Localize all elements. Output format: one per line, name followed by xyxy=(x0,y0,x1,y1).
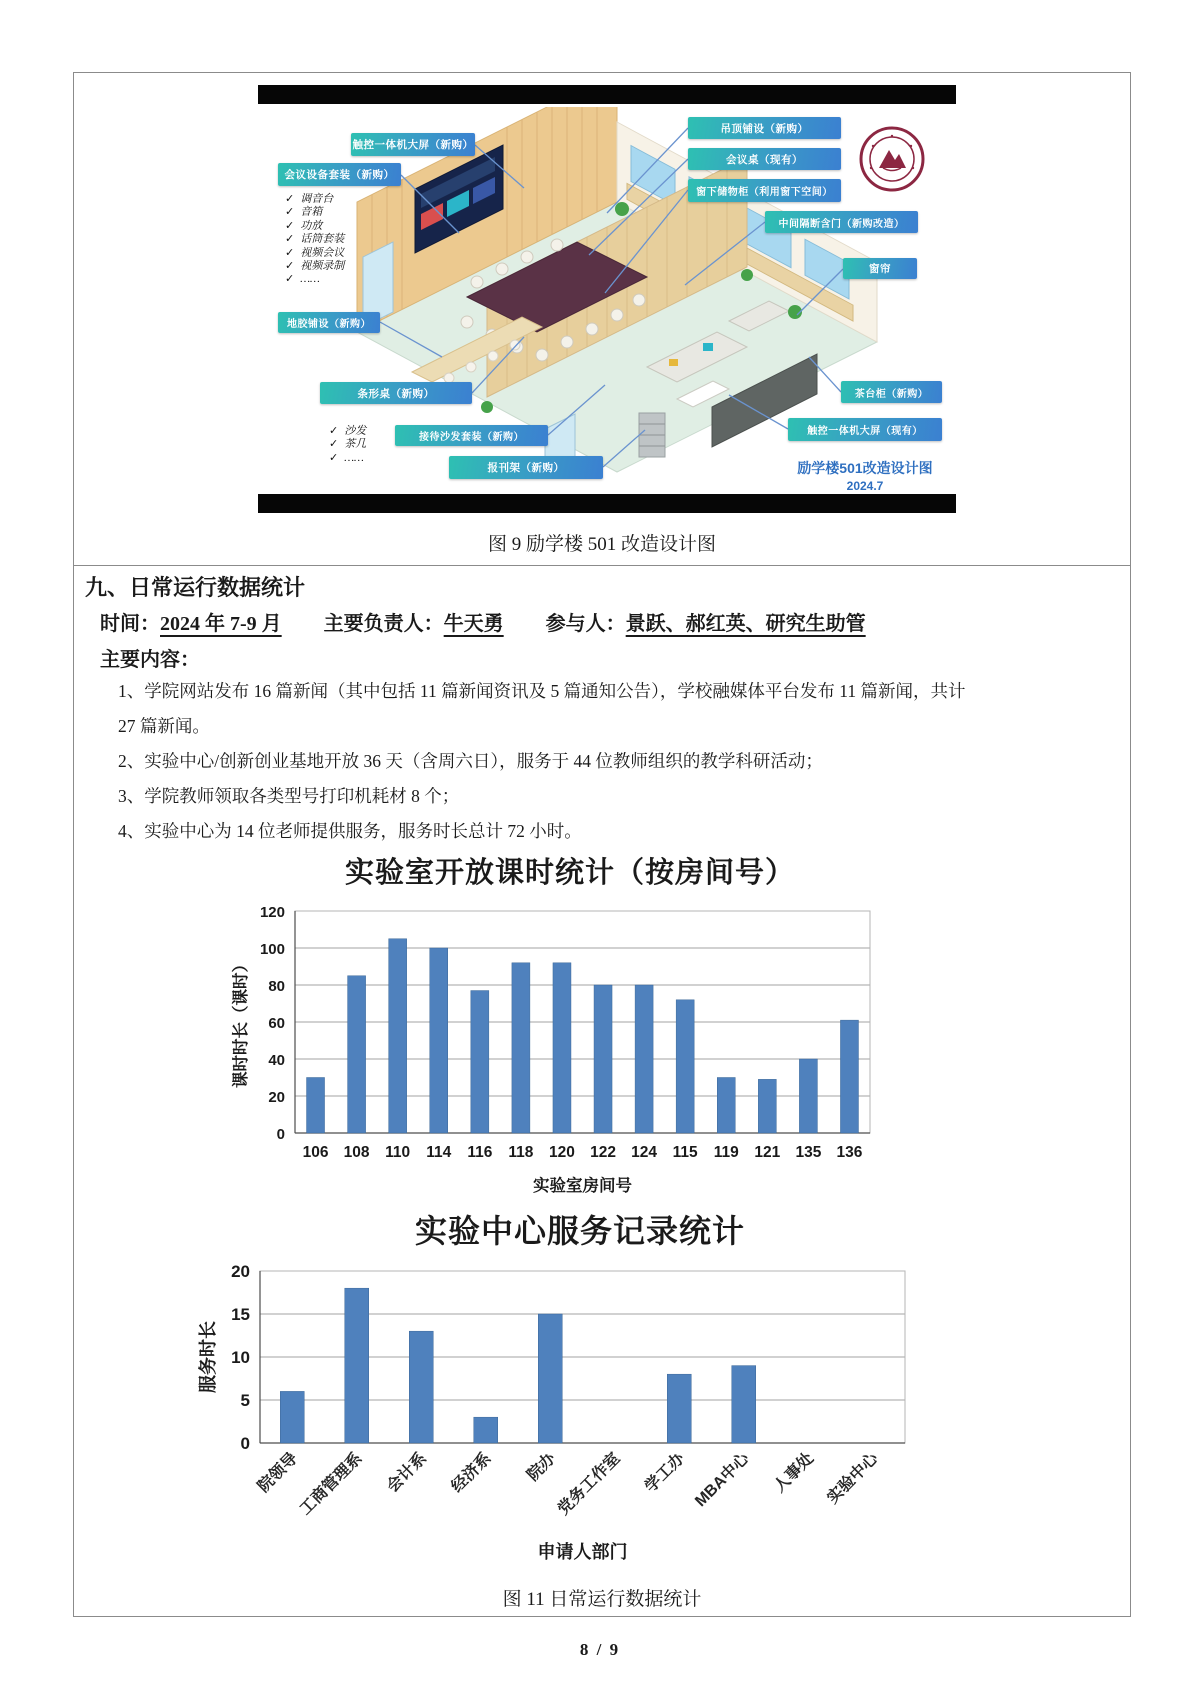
check-icon: ✓ xyxy=(329,425,339,437)
callout-bar-table: 条形桌（新购） xyxy=(320,382,472,404)
bar-院领导 xyxy=(280,1391,304,1443)
bar-124 xyxy=(635,985,653,1133)
figure11-caption: 图 11 日常运行数据统计 xyxy=(502,1589,702,1610)
bar-工商管理系 xyxy=(345,1288,369,1443)
av-equipment-checklist: ✓ 调音台 ✓ 音箱 ✓ 功放 ✓ 话筒套装 ✓ 视频会议 ✓ 视频录制 ✓ …… xyxy=(285,193,345,286)
svg-text:106: 106 xyxy=(302,1144,329,1161)
svg-text:0: 0 xyxy=(240,1434,250,1453)
svg-text:学工办: 学工办 xyxy=(642,1449,689,1496)
svg-text:120: 120 xyxy=(259,904,285,921)
svg-text:15: 15 xyxy=(231,1305,250,1324)
bar-119 xyxy=(717,1078,735,1134)
svg-text:121: 121 xyxy=(754,1144,781,1161)
svg-text:20: 20 xyxy=(268,1089,285,1106)
lead-value: 牛天勇 xyxy=(443,613,504,635)
svg-text:经济系: 经济系 xyxy=(448,1449,495,1496)
chart-service-records xyxy=(190,1256,970,1586)
svg-text:10: 10 xyxy=(231,1348,250,1367)
svg-text:120: 120 xyxy=(549,1144,575,1161)
svg-text:122: 122 xyxy=(590,1144,616,1161)
page-number: 8 / 9 xyxy=(579,1640,621,1659)
svg-text:110: 110 xyxy=(385,1144,411,1161)
svg-text:5: 5 xyxy=(240,1391,250,1410)
content-item: 27 篇新闻。 xyxy=(118,716,210,736)
bar-108 xyxy=(348,976,366,1133)
svg-text:院领导: 院领导 xyxy=(255,1449,302,1496)
bar-136 xyxy=(840,1020,858,1133)
callout-av-equipment-set: 会议设备套装（新购） xyxy=(278,163,401,186)
bar-116 xyxy=(471,991,489,1133)
check-icon: ✓ xyxy=(285,219,295,232)
svg-text:20: 20 xyxy=(231,1262,250,1281)
svg-text:人事处: 人事处 xyxy=(771,1449,818,1496)
svg-text:80: 80 xyxy=(268,978,285,995)
check-icon: ✓ xyxy=(285,233,295,246)
svg-text:服务时长: 服务时长 xyxy=(198,1321,218,1393)
svg-text:MBA中心: MBA中心 xyxy=(692,1449,753,1511)
chart-lab-hours xyxy=(230,893,910,1225)
bar-110 xyxy=(389,939,407,1133)
svg-text:60: 60 xyxy=(268,1015,285,1032)
svg-text:100: 100 xyxy=(259,941,285,958)
callout-touch-screen-existing: 触控一体机大屏（现有） xyxy=(788,418,942,441)
participants-label: 参与人： xyxy=(545,613,626,635)
callout-partition-door: 中间隔断含门（新购改造） xyxy=(765,211,918,233)
bar-121 xyxy=(758,1079,776,1133)
svg-text:课时时长（课时）: 课时时长（课时） xyxy=(232,956,250,1088)
svg-text:40: 40 xyxy=(268,1052,285,1069)
callout-floor-glue: 地胶铺设（新购） xyxy=(278,312,380,333)
content-item: 3、学院教师领取各类型号打印机耗材 8 个； xyxy=(118,786,460,806)
check-icon: ✓ xyxy=(329,438,339,451)
svg-text:实验中心: 实验中心 xyxy=(824,1449,882,1508)
svg-text:118: 118 xyxy=(508,1144,534,1161)
bar-学工办 xyxy=(667,1374,691,1443)
bar-120 xyxy=(553,963,571,1133)
lead-label: 主要负责人： xyxy=(323,613,444,635)
slide-footer-title: 励学楼501改造设计图 xyxy=(797,460,933,476)
bar-115 xyxy=(676,1000,694,1133)
svg-text:申请人部门: 申请人部门 xyxy=(537,1542,628,1562)
callout-conference-table: 会议桌（现有） xyxy=(688,148,841,170)
chart-service-records-title: 实验中心服务记录统计 xyxy=(414,1213,745,1249)
sofa-checklist: ✓ 沙发 ✓ 茶几 ✓ …… xyxy=(329,425,367,464)
svg-text:136: 136 xyxy=(836,1144,863,1161)
check-icon: ✓ xyxy=(329,451,339,464)
callout-curtain: 窗帘 xyxy=(843,258,917,279)
callout-ceiling-new: 吊顶铺设（新购） xyxy=(688,117,841,139)
bar-106 xyxy=(307,1078,325,1134)
svg-text:114: 114 xyxy=(426,1144,452,1161)
callout-newspaper-rack: 报刊架（新购） xyxy=(449,456,603,479)
bar-会计系 xyxy=(409,1331,433,1443)
content-label: 主要内容： xyxy=(100,649,200,671)
bar-院办 xyxy=(538,1314,562,1443)
svg-text:116: 116 xyxy=(467,1144,493,1161)
check-icon: ✓ xyxy=(285,260,295,273)
university-logo xyxy=(859,126,925,192)
chart-lab-hours-title: 实验室开放课时统计（按房间号） xyxy=(344,857,795,889)
bar-122 xyxy=(594,985,612,1133)
svg-text:119: 119 xyxy=(713,1144,739,1161)
section-meta xyxy=(100,607,866,636)
bar-135 xyxy=(799,1059,817,1133)
svg-text:135: 135 xyxy=(795,1144,822,1161)
svg-text:115: 115 xyxy=(672,1144,698,1161)
callout-sofa-set: 接待沙发套装（新购） xyxy=(395,425,548,446)
check-icon: ✓ xyxy=(285,193,295,205)
slide-footer-date: 2024.7 xyxy=(846,479,884,493)
svg-text:实验室房间号: 实验室房间号 xyxy=(533,1177,632,1195)
time-label: 时间： xyxy=(100,613,160,635)
bar-114 xyxy=(430,948,448,1133)
section-heading: 九、日常运行数据统计 xyxy=(85,575,306,600)
figure9-caption: 图 9 励学楼 501 改造设计图 xyxy=(487,534,716,555)
svg-text:会计系: 会计系 xyxy=(384,1449,431,1496)
callout-under-window-cabinet: 窗下储物柜（利用窗下空间） xyxy=(688,179,841,202)
check-icon: ✓ xyxy=(285,206,295,219)
content-item: 4、实验中心为 14 位老师提供服务，服务时长总计 72 小时。 xyxy=(118,821,582,841)
svg-text:党务工作室: 党务工作室 xyxy=(554,1449,624,1519)
time-value: 2024 年 7-9 月 xyxy=(160,613,282,635)
svg-text:108: 108 xyxy=(343,1144,370,1161)
bar-118 xyxy=(512,963,530,1133)
table-row-divider xyxy=(73,565,1131,566)
bar-经济系 xyxy=(474,1417,498,1443)
content-item: 2、实验中心/创新创业基地开放 36 天（含周六日），服务于 44 位教师组织的教学科研活动； xyxy=(118,751,823,771)
content-item: 1、学院网站发布 16 篇新闻（其中包括 11 篇新闻资讯及 5 篇通知公告），学校融媒体平台发布 11 篇新闻，共计 xyxy=(118,681,966,701)
callout-tea-cabinet: 茶台柜（新购） xyxy=(841,381,942,403)
figure-design-diagram xyxy=(237,85,957,513)
svg-text:0: 0 xyxy=(276,1126,285,1143)
check-icon: ✓ xyxy=(285,273,295,286)
svg-text:院办: 院办 xyxy=(524,1449,560,1485)
svg-text:124: 124 xyxy=(631,1144,658,1161)
bar-MBA中心 xyxy=(732,1366,756,1443)
slide-footer xyxy=(755,458,975,493)
svg-text:工商管理系: 工商管理系 xyxy=(296,1449,366,1519)
callout-touch-screen-new: 触控一体机大屏（新购） xyxy=(351,133,475,156)
check-icon: ✓ xyxy=(285,246,295,259)
participants-value: 景跃、郝红英、研究生助管 xyxy=(625,613,866,635)
